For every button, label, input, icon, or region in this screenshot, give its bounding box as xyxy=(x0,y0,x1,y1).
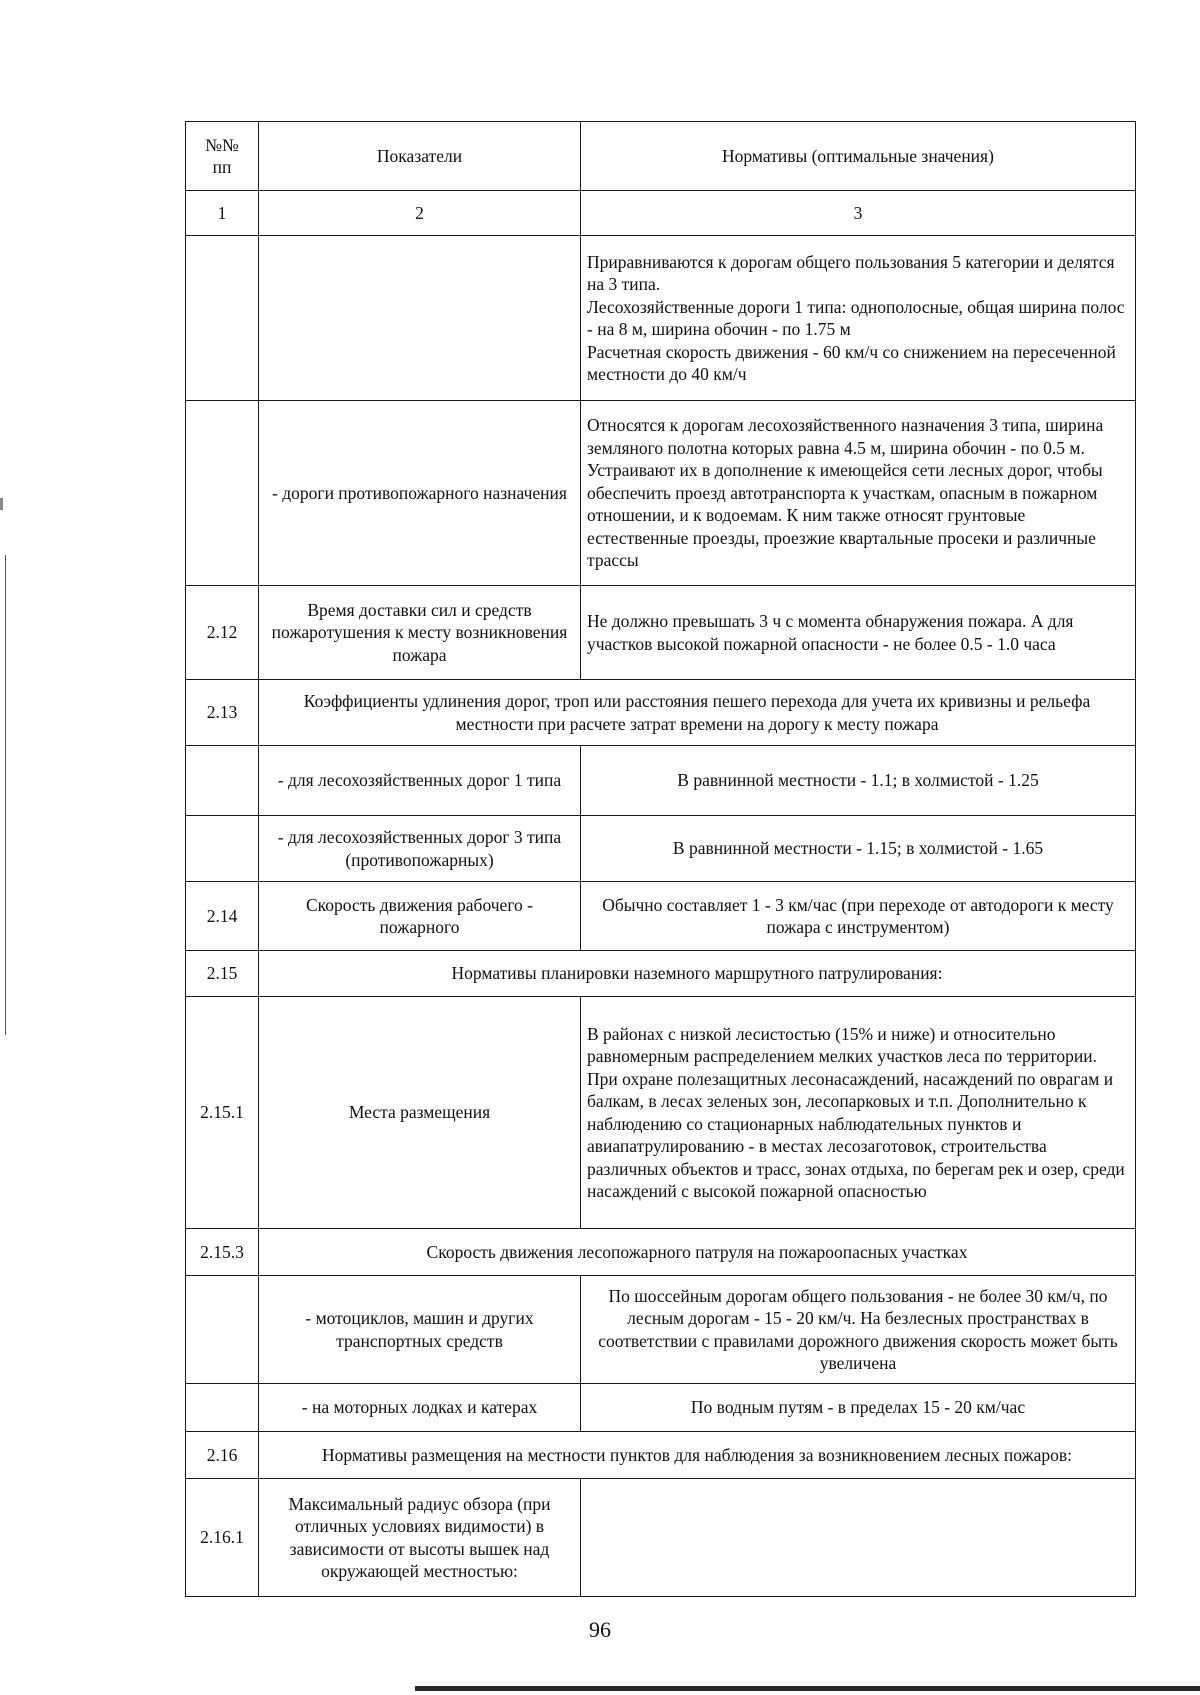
header-num: №№ пп xyxy=(186,122,259,191)
row-norm: В равнинной местности - 1.1; в холмистой - 1.25 xyxy=(581,746,1136,816)
row-norm xyxy=(581,1479,1136,1597)
row-indicator: Максимальный радиус обзора (при отличных условиях видимости) в зависимости от высоты вышек над окружающей местностью: xyxy=(259,1479,581,1597)
header-indicators: Показатели xyxy=(259,122,581,191)
table-row xyxy=(186,680,1136,746)
table-row xyxy=(186,1229,1136,1276)
header-row xyxy=(186,122,1136,191)
row-indicator: Время доставки сил и средств пожаротушения к месту возникновения пожара xyxy=(259,586,581,680)
margin-mark xyxy=(5,555,6,1035)
table-row xyxy=(186,951,1136,997)
colnum-3: 3 xyxy=(581,191,1136,236)
row-indicator: - на моторных лодках и катерах xyxy=(259,1384,581,1432)
row-num xyxy=(186,746,259,816)
row-num: 2.15 xyxy=(186,951,259,997)
row-span-text: Коэффициенты удлинения дорог, троп или расстояния пешего перехода для учета их кривизны и рельефа местности при расчете затрат времени на дорогу к месту пожара xyxy=(259,680,1136,746)
row-norm: По шоссейным дорогам общего пользования - не более 30 км/ч, по лесным дорогам - 15 - 20 км/ч. На безлесных пространствах в соответствии с правилами дорожного движения скорость может быть увеличена xyxy=(581,1276,1136,1384)
bottom-scan-edge xyxy=(415,1686,1200,1691)
row-indicator: Скорость движения рабочего - пожарного xyxy=(259,882,581,951)
row-norm: По водным путям - в пределах 15 - 20 км/час xyxy=(581,1384,1136,1432)
row-indicator xyxy=(259,236,581,401)
row-norm: Относятся к дорогам лесохозяйственного назначения 3 типа, ширина земляного полотна которых равна 4.5 м, ширина обочин - по 0.5 м. Устраивают их в дополнение к имеющейся сети лесных дорог, чтобы обеспечить проезд автотранспорта к участкам, опасным в пожарном отношении, и к водоемам. К ним также относят грунтовые естественные проезды, проезжие квартальные просеки и различные трассы xyxy=(581,401,1136,586)
table-row xyxy=(186,746,1136,816)
row-span-text: Нормативы планировки наземного маршрутного патрулирования: xyxy=(259,951,1136,997)
row-norm: В равнинной местности - 1.15; в холмистой - 1.65 xyxy=(581,816,1136,882)
row-num xyxy=(186,236,259,401)
table-row xyxy=(186,1384,1136,1432)
row-span-text: Скорость движения лесопожарного патруля на пожароопасных участках xyxy=(259,1229,1136,1276)
row-num: 2.16 xyxy=(186,1432,259,1479)
table-row xyxy=(186,882,1136,951)
row-norm: Приравниваются к дорогам общего пользования 5 категории и делятся на 3 типа. Лесохозяйственные дороги 1 типа: однополосные, общая ширина полос - на 8 м, ширина обочин - по 1.75 м Расчетная скорость движения - 60 км/ч со снижением на пересеченной местности до 40 км/ч xyxy=(581,236,1136,401)
table-row xyxy=(186,586,1136,680)
row-norm: Не должно превышать 3 ч с момента обнаружения пожара. А для участков высокой пожарной опасности - не более 0.5 - 1.0 часа xyxy=(581,586,1136,680)
row-num: 2.12 xyxy=(186,586,259,680)
row-num xyxy=(186,1384,259,1432)
table-row xyxy=(186,236,1136,401)
page-number: 96 xyxy=(589,1617,611,1642)
norms-table xyxy=(185,121,1136,1597)
header-norms: Нормативы (оптимальные значения) xyxy=(581,122,1136,191)
table-row xyxy=(186,401,1136,586)
row-indicator: - для лесохозяйственных дорог 3 типа (противопожарных) xyxy=(259,816,581,882)
row-indicator: - для лесохозяйственных дорог 1 типа xyxy=(259,746,581,816)
row-num: 2.15.3 xyxy=(186,1229,259,1276)
table-row xyxy=(186,816,1136,882)
table-row xyxy=(186,1479,1136,1597)
row-num xyxy=(186,816,259,882)
row-num xyxy=(186,1276,259,1384)
margin-tick xyxy=(0,498,3,510)
table-row xyxy=(186,1276,1136,1384)
row-indicator: - дороги противопожарного назначения xyxy=(259,401,581,586)
row-num: 2.15.1 xyxy=(186,997,259,1229)
row-num: 2.14 xyxy=(186,882,259,951)
row-indicator: - мотоциклов, машин и других транспортных средств xyxy=(259,1276,581,1384)
row-num: 2.13 xyxy=(186,680,259,746)
row-span-text: Нормативы размещения на местности пунктов для наблюдения за возникновением лесных пожаров: xyxy=(259,1432,1136,1479)
row-num xyxy=(186,401,259,586)
colnum-2: 2 xyxy=(259,191,581,236)
row-norm: Обычно составляет 1 - 3 км/час (при переходе от автодороги к месту пожара с инструментом) xyxy=(581,882,1136,951)
column-number-row xyxy=(186,191,1136,236)
row-indicator: Места размещения xyxy=(259,997,581,1229)
table-row xyxy=(186,1432,1136,1479)
table-row xyxy=(186,997,1136,1229)
row-norm: В районах с низкой лесистостью (15% и ниже) и относительно равномерным распределением мелких участков леса по территории. При охране полезащитных лесонасаждений, насаждений по оврагам и балкам, в лесах зеленых зон, лесопарковых и т.п. Дополнительно к наблюдению со стационарных наблюдательных пунктов и авиапатрулированию - в местах лесозаготовок, строительства различных объектов и трасс, зонах отдыха, по берегам рек и озер, среди насаждений с высокой пожарной опасностью xyxy=(581,997,1136,1229)
colnum-1: 1 xyxy=(186,191,259,236)
row-num: 2.16.1 xyxy=(186,1479,259,1597)
